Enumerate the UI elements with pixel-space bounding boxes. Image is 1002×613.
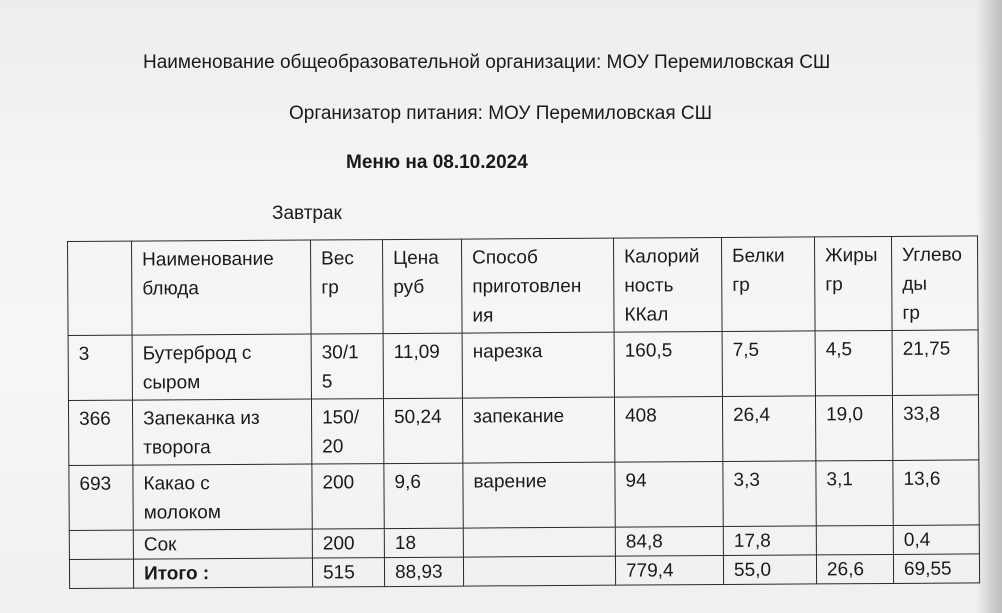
header-cell-weight	[310, 240, 383, 334]
cell-protein: 26,4	[722, 396, 815, 462]
total-label: Итого :	[133, 558, 312, 588]
menu-date-title: Меню на 08.10.2024	[346, 152, 528, 173]
table-header-row	[68, 236, 979, 336]
cell-price: 11,09	[383, 333, 462, 398]
cell-weight-line1: 150/	[322, 407, 360, 429]
cell-weight-line2: 20	[322, 436, 344, 458]
menu-table	[67, 235, 980, 589]
cell-fat	[816, 525, 893, 554]
cell-num: 3	[68, 335, 132, 400]
header-name-line1: Наименование	[142, 248, 274, 271]
cell-weight-line1: 200	[322, 533, 355, 555]
table-total-row	[69, 554, 979, 589]
header-weight-line1: Вес	[321, 248, 354, 270]
food-organizer: Организатор питания: МОУ Перемиловская СШ	[289, 103, 713, 124]
header-name-line2: блюда	[142, 278, 199, 300]
cell-protein: 3,3	[723, 461, 816, 527]
header-weight-line2: гр	[321, 277, 339, 299]
cell-weight-line2: 5	[321, 371, 333, 393]
total-method	[463, 556, 615, 586]
cell-name	[133, 464, 312, 530]
total-kcal: 779,4	[615, 555, 723, 585]
cell-kcal: 84,8	[615, 526, 723, 556]
meal-name: Завтрак	[272, 203, 342, 224]
cell-kcal: 94	[615, 461, 723, 527]
header-price-line2: руб	[393, 276, 425, 299]
header-carbs-line2: ды	[902, 273, 928, 295]
cell-name-line1: Какао с	[143, 473, 210, 495]
cell-name-line1: Сок	[143, 534, 177, 556]
header-cell-method	[461, 238, 614, 333]
header-kcal-line3: ККал	[624, 304, 669, 326]
cell-method: варение	[463, 462, 615, 528]
table-row	[68, 395, 978, 466]
cell-name	[133, 529, 312, 559]
cell-price: 18	[384, 528, 463, 557]
cell-weight	[312, 529, 384, 558]
cell-kcal: 408	[614, 396, 722, 462]
cell-method: запекание	[462, 397, 614, 463]
cell-weight	[312, 464, 384, 529]
cell-method: нарезка	[462, 332, 614, 398]
header-fat-line1: Жиры	[825, 245, 878, 267]
header-method-line2: приготовлен	[472, 275, 582, 298]
header-method-line3: ия	[472, 305, 494, 327]
cell-carbs: 21,75	[892, 330, 978, 396]
header-cell-protein	[721, 237, 815, 332]
cell-weight-line1: 200	[322, 472, 355, 494]
header-kcal-line1: Калорий	[624, 246, 700, 268]
cell-name	[132, 334, 311, 400]
cell-carbs: 33,8	[892, 395, 978, 461]
total-protein: 55,0	[723, 555, 816, 585]
header-kcal-line2: ность	[624, 275, 674, 297]
total-price: 88,93	[384, 557, 463, 586]
cell-name	[132, 399, 311, 465]
cell-fat: 19,0	[815, 395, 892, 460]
cell-num: 693	[69, 465, 133, 530]
cell-num: 366	[68, 400, 132, 465]
header-cell-price	[382, 239, 462, 333]
total-cell-num	[69, 559, 133, 588]
cell-name-line1: Запеканка из	[143, 407, 260, 430]
header-carbs-line1: Углево	[902, 244, 963, 266]
total-carbs: 69,55	[893, 554, 979, 584]
header-cell-carbs	[891, 236, 978, 331]
cell-carbs: 13,6	[893, 460, 979, 526]
cell-num	[69, 530, 133, 559]
cell-protein: 17,8	[723, 526, 816, 556]
cell-protein: 7,5	[722, 331, 815, 397]
cell-price: 9,6	[384, 463, 463, 528]
cell-fat: 3,1	[816, 460, 893, 525]
header-cell-kcal	[613, 238, 722, 333]
header-protein-line1: Белки	[732, 245, 785, 267]
cell-carbs: 0,4	[893, 525, 979, 555]
cell-weight-line1: 30/1	[321, 342, 359, 364]
header-cell-name	[132, 240, 312, 335]
cell-name-line1: Бутерброд с	[142, 342, 252, 365]
header-carbs-line3: гр	[902, 302, 921, 324]
header-fat-line2: гр	[825, 274, 843, 296]
cell-price: 50,24	[383, 398, 462, 463]
cell-weight	[311, 399, 383, 464]
total-fat: 26,6	[816, 554, 893, 583]
cell-name-line2: молоком	[143, 502, 221, 524]
cell-fat: 4,5	[815, 330, 892, 395]
header-cell-fat	[814, 236, 892, 330]
header-price-line1: Цена	[393, 247, 439, 270]
page-edge-shadow	[976, 0, 1002, 613]
table-row	[68, 330, 978, 401]
cell-method	[463, 527, 615, 557]
cell-weight	[311, 334, 383, 399]
header-method-line1: Способ	[472, 247, 538, 269]
organization-name: Наименование общеобразовательной организации: МОУ Перемиловская СШ	[143, 52, 831, 73]
cell-kcal: 160,5	[614, 332, 722, 398]
cell-name-line2: творога	[143, 437, 211, 459]
table-row	[69, 460, 979, 531]
header-protein-line2: гр	[732, 274, 750, 296]
cell-name-line2: сыром	[142, 372, 201, 394]
header-cell-num	[68, 241, 133, 335]
total-weight: 515	[312, 558, 384, 587]
